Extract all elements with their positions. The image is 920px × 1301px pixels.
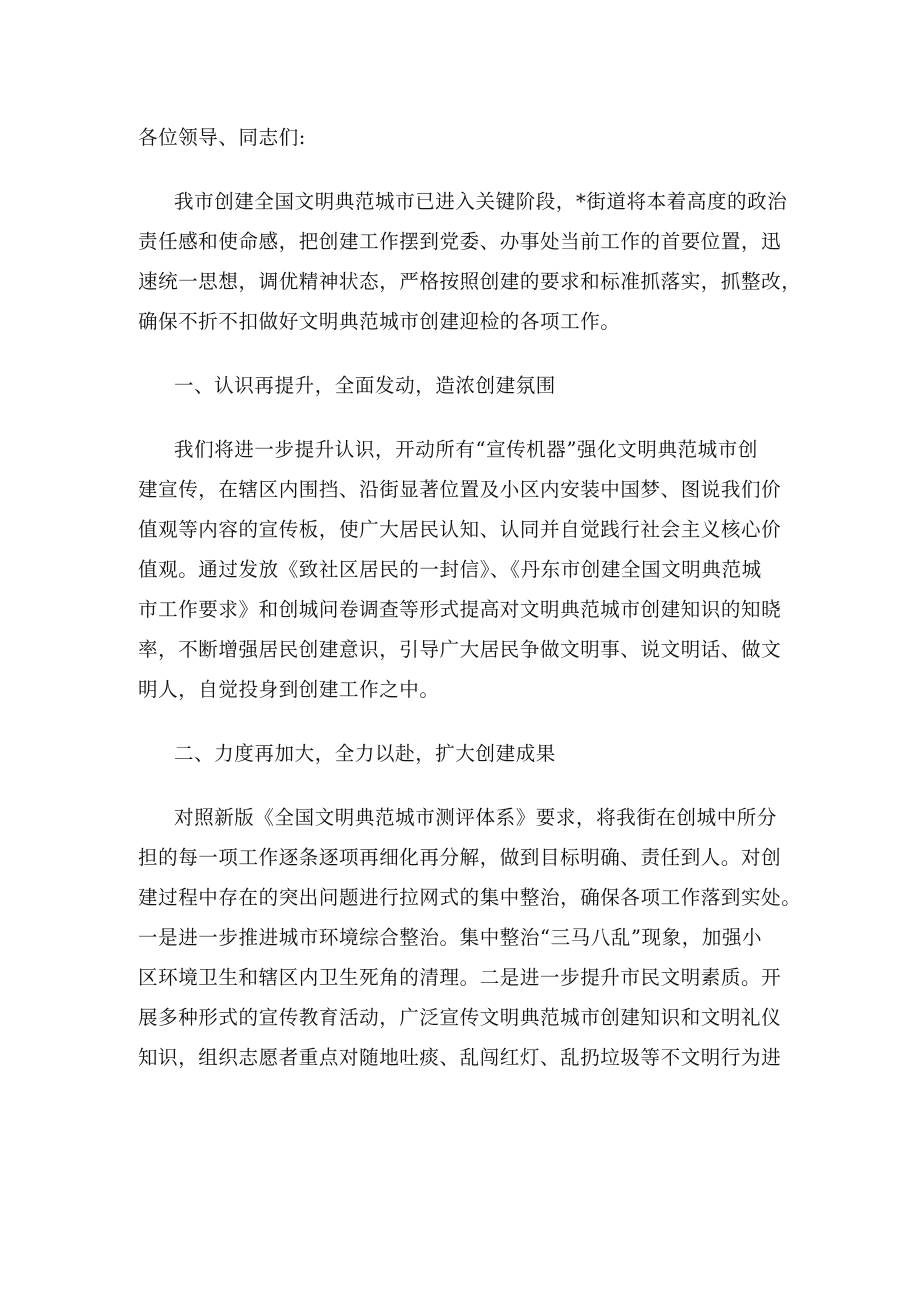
paragraph-intro xyxy=(138,182,802,342)
text-line: 建宣传，在辖区内围挡、沿街显著位置及小区内安装中国梦、图说我们价 xyxy=(138,478,782,501)
text-line: 市工作要求》和创城问卷调查等形式提高对文明典范城市创建知识的知晓 xyxy=(138,598,782,621)
text-line: 责任感和使命感，把创建工作摆到党委、办事处当前工作的首要位置，迅 xyxy=(138,230,782,253)
text-line: 我市创建全国文明典范城市已进入关键阶段，*街道将本着高度的政治 xyxy=(174,190,788,213)
paragraph-gap xyxy=(138,158,786,182)
text-line: 对照新版《全国文明典范城市测评体系》要求，将我街在创城中所分 xyxy=(174,806,778,829)
paragraph-publicity xyxy=(138,430,786,710)
text-line: 确保不折不扣做好文明典范城市创建迎检的各项工作。 xyxy=(138,310,621,333)
section-heading-1: 一、认识再提升，全面发动，造浓创建氛围 xyxy=(174,374,556,397)
salutation: 各位领导、同志们: xyxy=(138,126,306,149)
paragraph-gap xyxy=(138,774,786,798)
paragraph-gap xyxy=(138,342,786,366)
text-line: 区环境卫生和辖区内卫生死角的清理。二是进一步提升市民文明素质。开 xyxy=(138,966,782,989)
text-line: 值观等内容的宣传板，使广大居民认知、认同并自觉践行社会主义核心价 xyxy=(138,518,782,541)
paragraph-gap xyxy=(138,710,786,734)
text-line: 担的每一项工作逐条逐项再细化再分解，做到目标明确、责任到人。对创 xyxy=(138,846,782,869)
paragraph-gap xyxy=(138,406,786,430)
paragraph-effort xyxy=(138,798,802,1078)
text-line: 展多种形式的宣传教育活动，广泛宣传文明典范城市创建知识和文明礼仪 xyxy=(138,1006,782,1029)
text-line: 率，不断增强居民创建意识，引导广大居民争做文明事、说文明话、做文 xyxy=(138,638,782,661)
text-line: 明人，自觉投身到创建工作之中。 xyxy=(138,678,440,701)
text-line: 一是进一步推进城市环境综合整治。集中整治“三马八乱”现象，加强小 xyxy=(138,926,763,949)
text-line: 知识，组织志愿者重点对随地吐痰、乱闯红灯、乱扔垃圾等不文明行为进 xyxy=(138,1046,782,1069)
text-line: 建过程中存在的突出问题进行拉网式的集中整治，确保各项工作落到实处。 xyxy=(138,886,802,909)
text-line: 我们将进一步提升认识，开动所有“宣传机器”强化文明典范城市创 xyxy=(174,438,758,461)
section-heading-2: 二、力度再加大，全力以赴，扩大创建成果 xyxy=(174,742,556,765)
document-body xyxy=(138,118,802,1078)
text-line: 速统一思想，调优精神状态，严格按照创建的要求和标准抓落实，抓整改， xyxy=(138,270,802,293)
text-line: 值观。通过发放《致社区居民的一封信》、《丹东市创建全国文明典范城 xyxy=(138,558,762,581)
